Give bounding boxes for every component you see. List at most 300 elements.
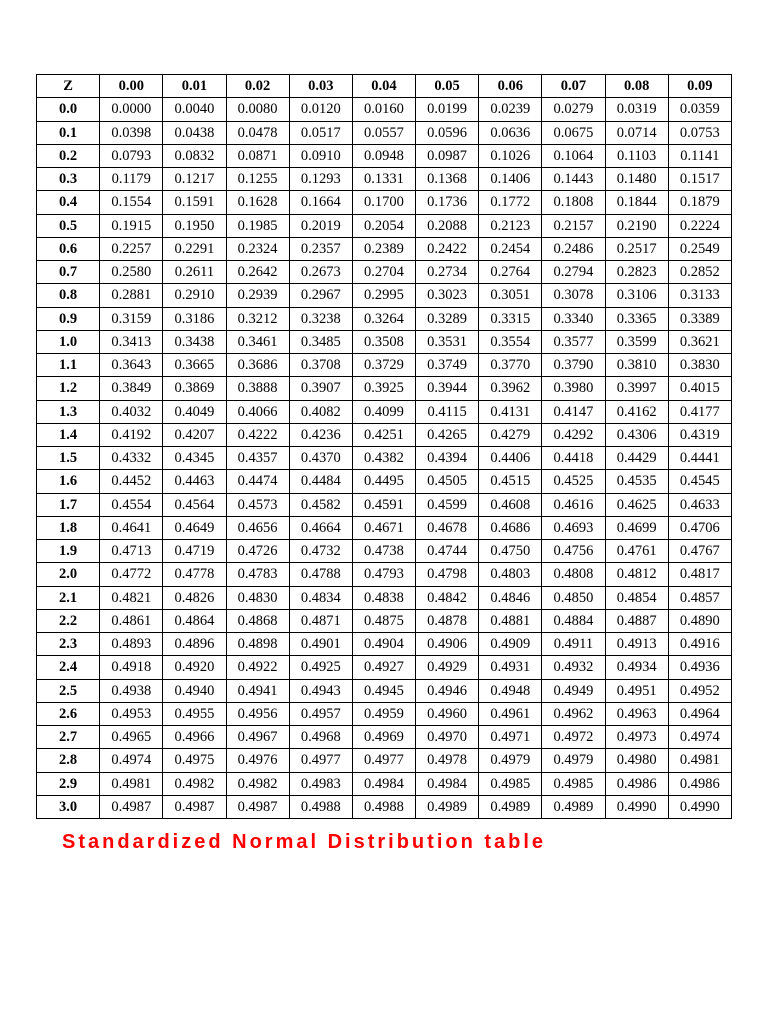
table-row <box>37 516 732 539</box>
probability-cell: 0.3186 <box>163 307 226 330</box>
probability-cell: 0.4015 <box>668 377 731 400</box>
probability-cell: 0.1591 <box>163 191 226 214</box>
probability-cell: 0.0040 <box>163 98 226 121</box>
table-row <box>37 470 732 493</box>
probability-cell: 0.4953 <box>100 702 163 725</box>
probability-cell: 0.4987 <box>163 795 226 818</box>
probability-cell: 0.2673 <box>289 261 352 284</box>
probability-cell: 0.4963 <box>605 702 668 725</box>
probability-cell: 0.4979 <box>542 749 605 772</box>
probability-cell: 0.4990 <box>668 795 731 818</box>
probability-cell: 0.4641 <box>100 516 163 539</box>
probability-cell: 0.3238 <box>289 307 352 330</box>
probability-cell: 0.4406 <box>479 447 542 470</box>
probability-cell: 0.0438 <box>163 121 226 144</box>
probability-cell: 0.4525 <box>542 470 605 493</box>
table-row <box>37 726 732 749</box>
probability-cell: 0.4803 <box>479 563 542 586</box>
probability-cell: 0.3729 <box>352 354 415 377</box>
z-value-cell: 2.5 <box>37 679 100 702</box>
column-header: 0.03 <box>289 75 352 98</box>
probability-cell: 0.3599 <box>605 330 668 353</box>
probability-cell: 0.3790 <box>542 354 605 377</box>
probability-cell: 0.4871 <box>289 609 352 632</box>
probability-cell: 0.4370 <box>289 447 352 470</box>
probability-cell: 0.4671 <box>352 516 415 539</box>
table-row <box>37 540 732 563</box>
probability-cell: 0.1255 <box>226 168 289 191</box>
probability-cell: 0.2794 <box>542 261 605 284</box>
z-value-cell: 1.2 <box>37 377 100 400</box>
probability-cell: 0.3159 <box>100 307 163 330</box>
probability-cell: 0.4971 <box>479 726 542 749</box>
table-row <box>37 702 732 725</box>
probability-cell: 0.4505 <box>416 470 479 493</box>
probability-cell: 0.2054 <box>352 214 415 237</box>
z-value-cell: 1.7 <box>37 493 100 516</box>
probability-cell: 0.4868 <box>226 609 289 632</box>
probability-cell: 0.2995 <box>352 284 415 307</box>
probability-cell: 0.4955 <box>163 702 226 725</box>
probability-cell: 0.1700 <box>352 191 415 214</box>
probability-cell: 0.4973 <box>605 726 668 749</box>
probability-cell: 0.4756 <box>542 540 605 563</box>
probability-cell: 0.0793 <box>100 144 163 167</box>
probability-cell: 0.4484 <box>289 470 352 493</box>
probability-cell: 0.1985 <box>226 214 289 237</box>
probability-cell: 0.0636 <box>479 121 542 144</box>
probability-cell: 0.2357 <box>289 237 352 260</box>
z-value-cell: 1.3 <box>37 400 100 423</box>
probability-cell: 0.4441 <box>668 447 731 470</box>
probability-cell: 0.4678 <box>416 516 479 539</box>
probability-cell: 0.4207 <box>163 423 226 446</box>
probability-cell: 0.4988 <box>289 795 352 818</box>
probability-cell: 0.0987 <box>416 144 479 167</box>
probability-cell: 0.4932 <box>542 656 605 679</box>
z-value-cell: 3.0 <box>37 795 100 818</box>
probability-cell: 0.4875 <box>352 609 415 632</box>
probability-cell: 0.4857 <box>668 586 731 609</box>
probability-cell: 0.4826 <box>163 586 226 609</box>
probability-cell: 0.4985 <box>479 772 542 795</box>
probability-cell: 0.4980 <box>605 749 668 772</box>
probability-cell: 0.4982 <box>226 772 289 795</box>
probability-cell: 0.4952 <box>668 679 731 702</box>
probability-cell: 0.4938 <box>100 679 163 702</box>
probability-cell: 0.4582 <box>289 493 352 516</box>
table-row <box>37 98 732 121</box>
probability-cell: 0.4854 <box>605 586 668 609</box>
probability-cell: 0.4978 <box>416 749 479 772</box>
probability-cell: 0.4982 <box>163 772 226 795</box>
probability-cell: 0.1103 <box>605 144 668 167</box>
probability-cell: 0.0120 <box>289 98 352 121</box>
probability-cell: 0.2291 <box>163 237 226 260</box>
probability-cell: 0.4699 <box>605 516 668 539</box>
probability-cell: 0.0000 <box>100 98 163 121</box>
probability-cell: 0.4345 <box>163 447 226 470</box>
probability-cell: 0.3925 <box>352 377 415 400</box>
probability-cell: 0.3078 <box>542 284 605 307</box>
probability-cell: 0.4418 <box>542 447 605 470</box>
probability-cell: 0.4975 <box>163 749 226 772</box>
probability-cell: 0.4901 <box>289 633 352 656</box>
probability-cell: 0.1443 <box>542 168 605 191</box>
probability-cell: 0.3133 <box>668 284 731 307</box>
probability-cell: 0.4545 <box>668 470 731 493</box>
probability-cell: 0.2019 <box>289 214 352 237</box>
probability-cell: 0.4977 <box>352 749 415 772</box>
z-value-cell: 1.1 <box>37 354 100 377</box>
probability-cell: 0.4082 <box>289 400 352 423</box>
probability-cell: 0.4943 <box>289 679 352 702</box>
probability-cell: 0.2224 <box>668 214 731 237</box>
probability-cell: 0.2389 <box>352 237 415 260</box>
probability-cell: 0.0714 <box>605 121 668 144</box>
probability-cell: 0.2939 <box>226 284 289 307</box>
probability-cell: 0.4977 <box>289 749 352 772</box>
column-header: 0.05 <box>416 75 479 98</box>
probability-cell: 0.4783 <box>226 563 289 586</box>
probability-cell: 0.3508 <box>352 330 415 353</box>
z-value-cell: 0.1 <box>37 121 100 144</box>
probability-cell: 0.3106 <box>605 284 668 307</box>
probability-cell: 0.3830 <box>668 354 731 377</box>
probability-cell: 0.3264 <box>352 307 415 330</box>
probability-cell: 0.4878 <box>416 609 479 632</box>
probability-cell: 0.0080 <box>226 98 289 121</box>
probability-cell: 0.1064 <box>542 144 605 167</box>
probability-cell: 0.2910 <box>163 284 226 307</box>
probability-cell: 0.4904 <box>352 633 415 656</box>
probability-cell: 0.4649 <box>163 516 226 539</box>
probability-cell: 0.0596 <box>416 121 479 144</box>
probability-cell: 0.2823 <box>605 261 668 284</box>
column-header: 0.02 <box>226 75 289 98</box>
z-table <box>36 74 732 819</box>
probability-cell: 0.2190 <box>605 214 668 237</box>
column-header: 0.01 <box>163 75 226 98</box>
probability-cell: 0.4115 <box>416 400 479 423</box>
probability-cell: 0.4964 <box>668 702 731 725</box>
probability-cell: 0.4452 <box>100 470 163 493</box>
probability-cell: 0.3869 <box>163 377 226 400</box>
table-row <box>37 121 732 144</box>
probability-cell: 0.4990 <box>605 795 668 818</box>
probability-cell: 0.4821 <box>100 586 163 609</box>
probability-cell: 0.4382 <box>352 447 415 470</box>
table-row <box>37 586 732 609</box>
probability-cell: 0.4983 <box>289 772 352 795</box>
probability-cell: 0.0160 <box>352 98 415 121</box>
probability-cell: 0.4656 <box>226 516 289 539</box>
probability-cell: 0.4959 <box>352 702 415 725</box>
table-body <box>37 98 732 819</box>
z-value-cell: 1.8 <box>37 516 100 539</box>
probability-cell: 0.4744 <box>416 540 479 563</box>
probability-cell: 0.3554 <box>479 330 542 353</box>
probability-cell: 0.4981 <box>668 749 731 772</box>
probability-cell: 0.4761 <box>605 540 668 563</box>
table-row <box>37 261 732 284</box>
probability-cell: 0.4236 <box>289 423 352 446</box>
probability-cell: 0.4929 <box>416 656 479 679</box>
probability-cell: 0.4974 <box>100 749 163 772</box>
probability-cell: 0.4147 <box>542 400 605 423</box>
table-row <box>37 447 732 470</box>
probability-cell: 0.3665 <box>163 354 226 377</box>
probability-cell: 0.3962 <box>479 377 542 400</box>
table-row <box>37 563 732 586</box>
probability-cell: 0.4887 <box>605 609 668 632</box>
probability-cell: 0.4861 <box>100 609 163 632</box>
probability-cell: 0.4633 <box>668 493 731 516</box>
probability-cell: 0.4306 <box>605 423 668 446</box>
probability-cell: 0.2881 <box>100 284 163 307</box>
probability-cell: 0.4890 <box>668 609 731 632</box>
probability-cell: 0.4066 <box>226 400 289 423</box>
probability-cell: 0.4693 <box>542 516 605 539</box>
probability-cell: 0.4918 <box>100 656 163 679</box>
z-value-cell: 2.0 <box>37 563 100 586</box>
probability-cell: 0.1664 <box>289 191 352 214</box>
z-value-cell: 0.3 <box>37 168 100 191</box>
z-value-cell: 2.1 <box>37 586 100 609</box>
probability-cell: 0.3810 <box>605 354 668 377</box>
probability-cell: 0.4049 <box>163 400 226 423</box>
probability-cell: 0.4956 <box>226 702 289 725</box>
probability-cell: 0.4922 <box>226 656 289 679</box>
probability-cell: 0.2517 <box>605 237 668 260</box>
probability-cell: 0.1772 <box>479 191 542 214</box>
probability-cell: 0.4706 <box>668 516 731 539</box>
probability-cell: 0.3577 <box>542 330 605 353</box>
probability-cell: 0.4927 <box>352 656 415 679</box>
probability-cell: 0.2486 <box>542 237 605 260</box>
probability-cell: 0.3686 <box>226 354 289 377</box>
probability-cell: 0.4906 <box>416 633 479 656</box>
probability-cell: 0.4987 <box>226 795 289 818</box>
probability-cell: 0.4931 <box>479 656 542 679</box>
probability-cell: 0.0398 <box>100 121 163 144</box>
probability-cell: 0.3708 <box>289 354 352 377</box>
probability-cell: 0.4916 <box>668 633 731 656</box>
probability-cell: 0.4962 <box>542 702 605 725</box>
probability-cell: 0.1217 <box>163 168 226 191</box>
probability-cell: 0.0832 <box>163 144 226 167</box>
probability-cell: 0.4177 <box>668 400 731 423</box>
z-value-cell: 0.4 <box>37 191 100 214</box>
probability-cell: 0.3749 <box>416 354 479 377</box>
probability-cell: 0.4495 <box>352 470 415 493</box>
z-value-cell: 0.5 <box>37 214 100 237</box>
probability-cell: 0.3643 <box>100 354 163 377</box>
probability-cell: 0.0359 <box>668 98 731 121</box>
probability-cell: 0.4920 <box>163 656 226 679</box>
probability-cell: 0.3315 <box>479 307 542 330</box>
probability-cell: 0.4625 <box>605 493 668 516</box>
probability-cell: 0.4808 <box>542 563 605 586</box>
probability-cell: 0.4972 <box>542 726 605 749</box>
probability-cell: 0.1406 <box>479 168 542 191</box>
probability-cell: 0.4864 <box>163 609 226 632</box>
probability-cell: 0.3438 <box>163 330 226 353</box>
probability-cell: 0.4949 <box>542 679 605 702</box>
table-row <box>37 237 732 260</box>
probability-cell: 0.4798 <box>416 563 479 586</box>
probability-cell: 0.3888 <box>226 377 289 400</box>
probability-cell: 0.4898 <box>226 633 289 656</box>
column-header: 0.09 <box>668 75 731 98</box>
probability-cell: 0.4812 <box>605 563 668 586</box>
probability-cell: 0.2611 <box>163 261 226 284</box>
probability-cell: 0.4850 <box>542 586 605 609</box>
table-row <box>37 168 732 191</box>
z-value-cell: 2.3 <box>37 633 100 656</box>
z-value-cell: 1.0 <box>37 330 100 353</box>
probability-cell: 0.4884 <box>542 609 605 632</box>
probability-cell: 0.4429 <box>605 447 668 470</box>
probability-cell: 0.4750 <box>479 540 542 563</box>
probability-cell: 0.1736 <box>416 191 479 214</box>
probability-cell: 0.4957 <box>289 702 352 725</box>
probability-cell: 0.4842 <box>416 586 479 609</box>
probability-cell: 0.4970 <box>416 726 479 749</box>
probability-cell: 0.1628 <box>226 191 289 214</box>
probability-cell: 0.4099 <box>352 400 415 423</box>
probability-cell: 0.4535 <box>605 470 668 493</box>
probability-cell: 0.4974 <box>668 726 731 749</box>
probability-cell: 0.4934 <box>605 656 668 679</box>
probability-cell: 0.3051 <box>479 284 542 307</box>
probability-cell: 0.2642 <box>226 261 289 284</box>
z-value-cell: 1.9 <box>37 540 100 563</box>
header-row <box>37 75 732 98</box>
probability-cell: 0.4966 <box>163 726 226 749</box>
z-value-cell: 1.5 <box>37 447 100 470</box>
probability-cell: 0.3770 <box>479 354 542 377</box>
probability-cell: 0.4319 <box>668 423 731 446</box>
probability-cell: 0.0517 <box>289 121 352 144</box>
z-value-cell: 1.4 <box>37 423 100 446</box>
probability-cell: 0.4162 <box>605 400 668 423</box>
probability-cell: 0.1179 <box>100 168 163 191</box>
probability-cell: 0.4732 <box>289 540 352 563</box>
probability-cell: 0.4960 <box>416 702 479 725</box>
probability-cell: 0.1915 <box>100 214 163 237</box>
table-row <box>37 493 732 516</box>
probability-cell: 0.0478 <box>226 121 289 144</box>
probability-cell: 0.1026 <box>479 144 542 167</box>
table-row <box>37 795 732 818</box>
column-header: 0.00 <box>100 75 163 98</box>
probability-cell: 0.4941 <box>226 679 289 702</box>
probability-cell: 0.2549 <box>668 237 731 260</box>
probability-cell: 0.0557 <box>352 121 415 144</box>
probability-cell: 0.4834 <box>289 586 352 609</box>
table-row <box>37 354 732 377</box>
probability-cell: 0.4738 <box>352 540 415 563</box>
probability-cell: 0.4251 <box>352 423 415 446</box>
probability-cell: 0.4131 <box>479 400 542 423</box>
probability-cell: 0.0948 <box>352 144 415 167</box>
z-value-cell: 2.7 <box>37 726 100 749</box>
probability-cell: 0.4608 <box>479 493 542 516</box>
probability-cell: 0.4976 <box>226 749 289 772</box>
probability-cell: 0.1368 <box>416 168 479 191</box>
probability-cell: 0.3389 <box>668 307 731 330</box>
probability-cell: 0.3944 <box>416 377 479 400</box>
table-row <box>37 656 732 679</box>
z-value-cell: 0.8 <box>37 284 100 307</box>
probability-cell: 0.1808 <box>542 191 605 214</box>
probability-cell: 0.4988 <box>352 795 415 818</box>
probability-cell: 0.4968 <box>289 726 352 749</box>
probability-cell: 0.4989 <box>416 795 479 818</box>
probability-cell: 0.4599 <box>416 493 479 516</box>
probability-cell: 0.2734 <box>416 261 479 284</box>
probability-cell: 0.4948 <box>479 679 542 702</box>
z-value-cell: 2.2 <box>37 609 100 632</box>
z-value-cell: 0.9 <box>37 307 100 330</box>
probability-cell: 0.4554 <box>100 493 163 516</box>
probability-cell: 0.4686 <box>479 516 542 539</box>
probability-cell: 0.4564 <box>163 493 226 516</box>
probability-cell: 0.1293 <box>289 168 352 191</box>
column-header: 0.07 <box>542 75 605 98</box>
z-value-cell: 2.4 <box>37 656 100 679</box>
probability-cell: 0.4940 <box>163 679 226 702</box>
z-value-cell: 0.2 <box>37 144 100 167</box>
probability-cell: 0.3621 <box>668 330 731 353</box>
probability-cell: 0.4838 <box>352 586 415 609</box>
table-row <box>37 679 732 702</box>
probability-cell: 0.4925 <box>289 656 352 679</box>
probability-cell: 0.4591 <box>352 493 415 516</box>
table-row <box>37 400 732 423</box>
probability-cell: 0.3531 <box>416 330 479 353</box>
probability-cell: 0.3980 <box>542 377 605 400</box>
probability-cell: 0.3340 <box>542 307 605 330</box>
probability-cell: 0.1517 <box>668 168 731 191</box>
probability-cell: 0.4778 <box>163 563 226 586</box>
table-row <box>37 191 732 214</box>
table-row <box>37 423 732 446</box>
z-column-header: Z <box>37 75 100 98</box>
probability-cell: 0.0753 <box>668 121 731 144</box>
probability-cell: 0.2257 <box>100 237 163 260</box>
probability-cell: 0.1950 <box>163 214 226 237</box>
table-row <box>37 307 732 330</box>
probability-cell: 0.4772 <box>100 563 163 586</box>
z-value-cell: 0.6 <box>37 237 100 260</box>
probability-cell: 0.4222 <box>226 423 289 446</box>
probability-cell: 0.2852 <box>668 261 731 284</box>
probability-cell: 0.4573 <box>226 493 289 516</box>
probability-cell: 0.4893 <box>100 633 163 656</box>
probability-cell: 0.4945 <box>352 679 415 702</box>
probability-cell: 0.4394 <box>416 447 479 470</box>
probability-cell: 0.2422 <box>416 237 479 260</box>
probability-cell: 0.2704 <box>352 261 415 284</box>
probability-cell: 0.4830 <box>226 586 289 609</box>
probability-cell: 0.0239 <box>479 98 542 121</box>
probability-cell: 0.4909 <box>479 633 542 656</box>
probability-cell: 0.4726 <box>226 540 289 563</box>
probability-cell: 0.2967 <box>289 284 352 307</box>
probability-cell: 0.2764 <box>479 261 542 284</box>
